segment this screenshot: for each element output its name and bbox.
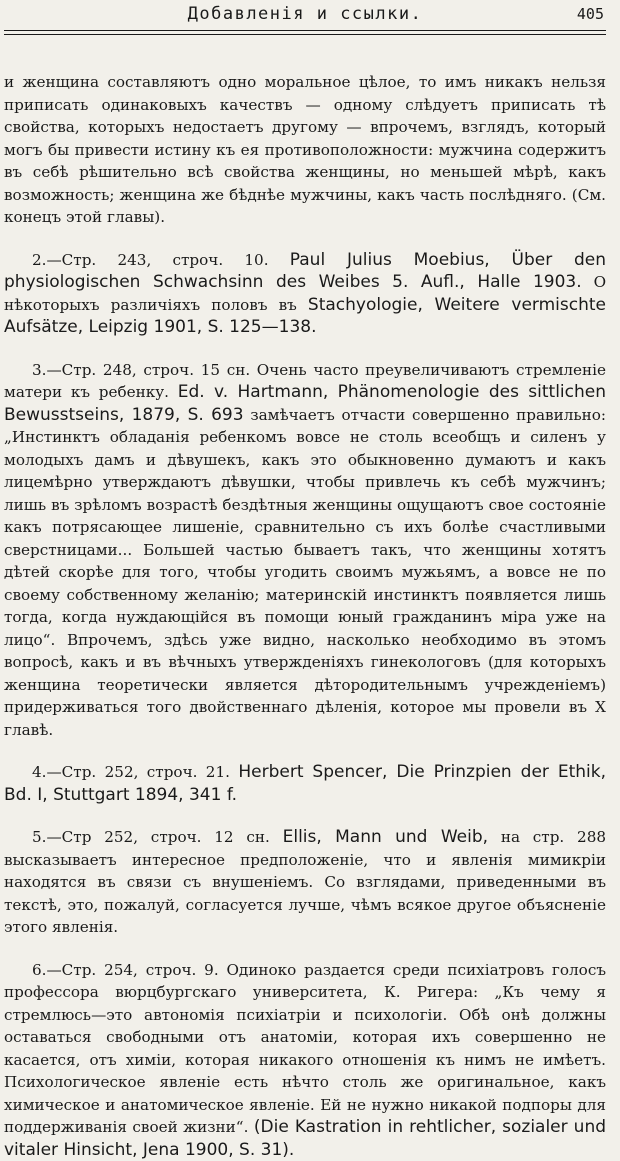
- note-4-ref: 4.—Стр. 252, строч. 21.: [32, 763, 230, 781]
- note-3: [4, 359, 606, 742]
- note-3-ref: 3.—Стр. 248, строч. 15 сн. Очень часто преувеличиваютъ стремленіе матери къ ребенку.: [4, 361, 606, 402]
- note-4-citation: Herbert Spencer, Die Prinzpien der Ethik, Bd. I, Stuttgart 1894, 341 f.: [4, 762, 606, 805]
- note-6-citation: (Die Kastration in rehtlicher, sozialer und vitaler Hinsicht, Jena 1900, S. 31).: [4, 1117, 606, 1160]
- note-5-ref: 5.—Стр 252, строч. 12 сн.: [32, 828, 270, 846]
- header-rule: [4, 30, 606, 35]
- note-5: [4, 826, 606, 939]
- note-4: [4, 761, 606, 806]
- paragraph-continuation: [4, 71, 606, 229]
- note-3-text: замѣчаетъ отчасти совершенно правильно: „Инстинктъ обладанія ребенкомъ вовсе не столь всеобщъ и силенъ у молодыхъ дамъ и дѣвушекъ, какъ это обыкновенно думаютъ и какъ лицемѣрно утверждаютъ дѣвушки, чтобы привлечь къ себѣ мужчинъ; лишь въ зрѣломъ возрастѣ бездѣтныя женщины ощущаютъ свое состояніе какъ потрясающее лишеніе, сравнительно съ ихъ болѣе счастливыми сверстницами... Большей частью бываетъ такъ, что женщины хотятъ дѣтей скорѣе для того, чтобы угодить своимъ мужьямъ, а вовсе не по своему собственному желанію; материнскій инстинктъ появляется лишь тогда, когда нуждающійся въ помощи юный гражданинъ міра уже на лицо“. Впрочемъ, здѣсь уже видно, насколько необходимо въ этомъ вопросѣ, какъ и въ вѣчныхъ утвержденіяхъ гинекологовъ (для которыхъ женщина теоретически является дѣтородительнымъ учрежденіемъ) придерживаться того двойственнаго дѣленія, которое мы провели въ X главѣ.: [4, 406, 606, 739]
- paragraph-text: и женщина составляютъ одно моральное цѣлое, то имъ никакъ нельзя приписать одинаковыхъ качествъ — одному слѣдуетъ приписать тѣ свойства, которыхъ недостаетъ другому — впрочемъ, взглядъ, который могъ бы привести истину къ ея противоположности: мужчина содержитъ въ себѣ рѣшительно всѣ свойства женщины, но меньшей мѣрѣ, какъ возможность; женщина же бѣднѣе мужчины, какъ часть послѣдняго. (См. конецъ этой главы).: [4, 73, 606, 226]
- note-2-citation: Paul Julius Moebius, Über den physiologischen Schwachsinn des Weibes 5. Aufl., Halle 1903.: [4, 250, 606, 293]
- note-6: [4, 959, 606, 1161]
- page-number: 405: [577, 0, 604, 28]
- note-2-ref: 2.—Стр. 243, строч. 10.: [32, 251, 269, 269]
- note-2-text: О нѣкоторыхъ различіяхъ половъ въ: [4, 273, 606, 314]
- running-head: [4, 0, 606, 30]
- running-head-title: Добавленія и ссылки.: [188, 4, 423, 24]
- note-2-citation-2: Stachyologie, Weitere vermischte Aufsätze, Leipzig 1901, S. 125—138.: [4, 295, 606, 338]
- note-2: [4, 249, 606, 339]
- note-3-citation: Ed. v. Hartmann, Phänomenologie des sittlichen Bewusstseins, 1879, S. 693: [4, 382, 606, 425]
- note-5-text: на стр. 288 высказываетъ интересное предположеніе, что и явленія мимикріи находятся въ связи съ внушеніемъ. Со взглядами, приведенными въ текстѣ, это, пожалуй, согласуется лучше, чѣмъ всякое другое объясненіе этого явленія.: [4, 828, 606, 936]
- note-5-citation: Ellis, Mann und Weib,: [283, 827, 488, 847]
- note-6-text: 6.—Стр. 254, строч. 9. Одиноко раздается среди психіатровъ голосъ профессора вюрцбургскаго университета, К. Ригера: „Къ чему я стремлюсь—это автономія психіатріи и психологіи. Обѣ онѣ должны оставаться свободными отъ анатоміи, которая ихъ совершенно не касается, отъ химіи, которая никакого отношенія къ нимъ не имѣетъ. Психологическое явленіе есть нѣчто столь же оригинальное, какъ химическое и анатомическое явленіе. Ей не нужно никакой подпоры для поддерживанія своей жизни“.: [4, 961, 606, 1137]
